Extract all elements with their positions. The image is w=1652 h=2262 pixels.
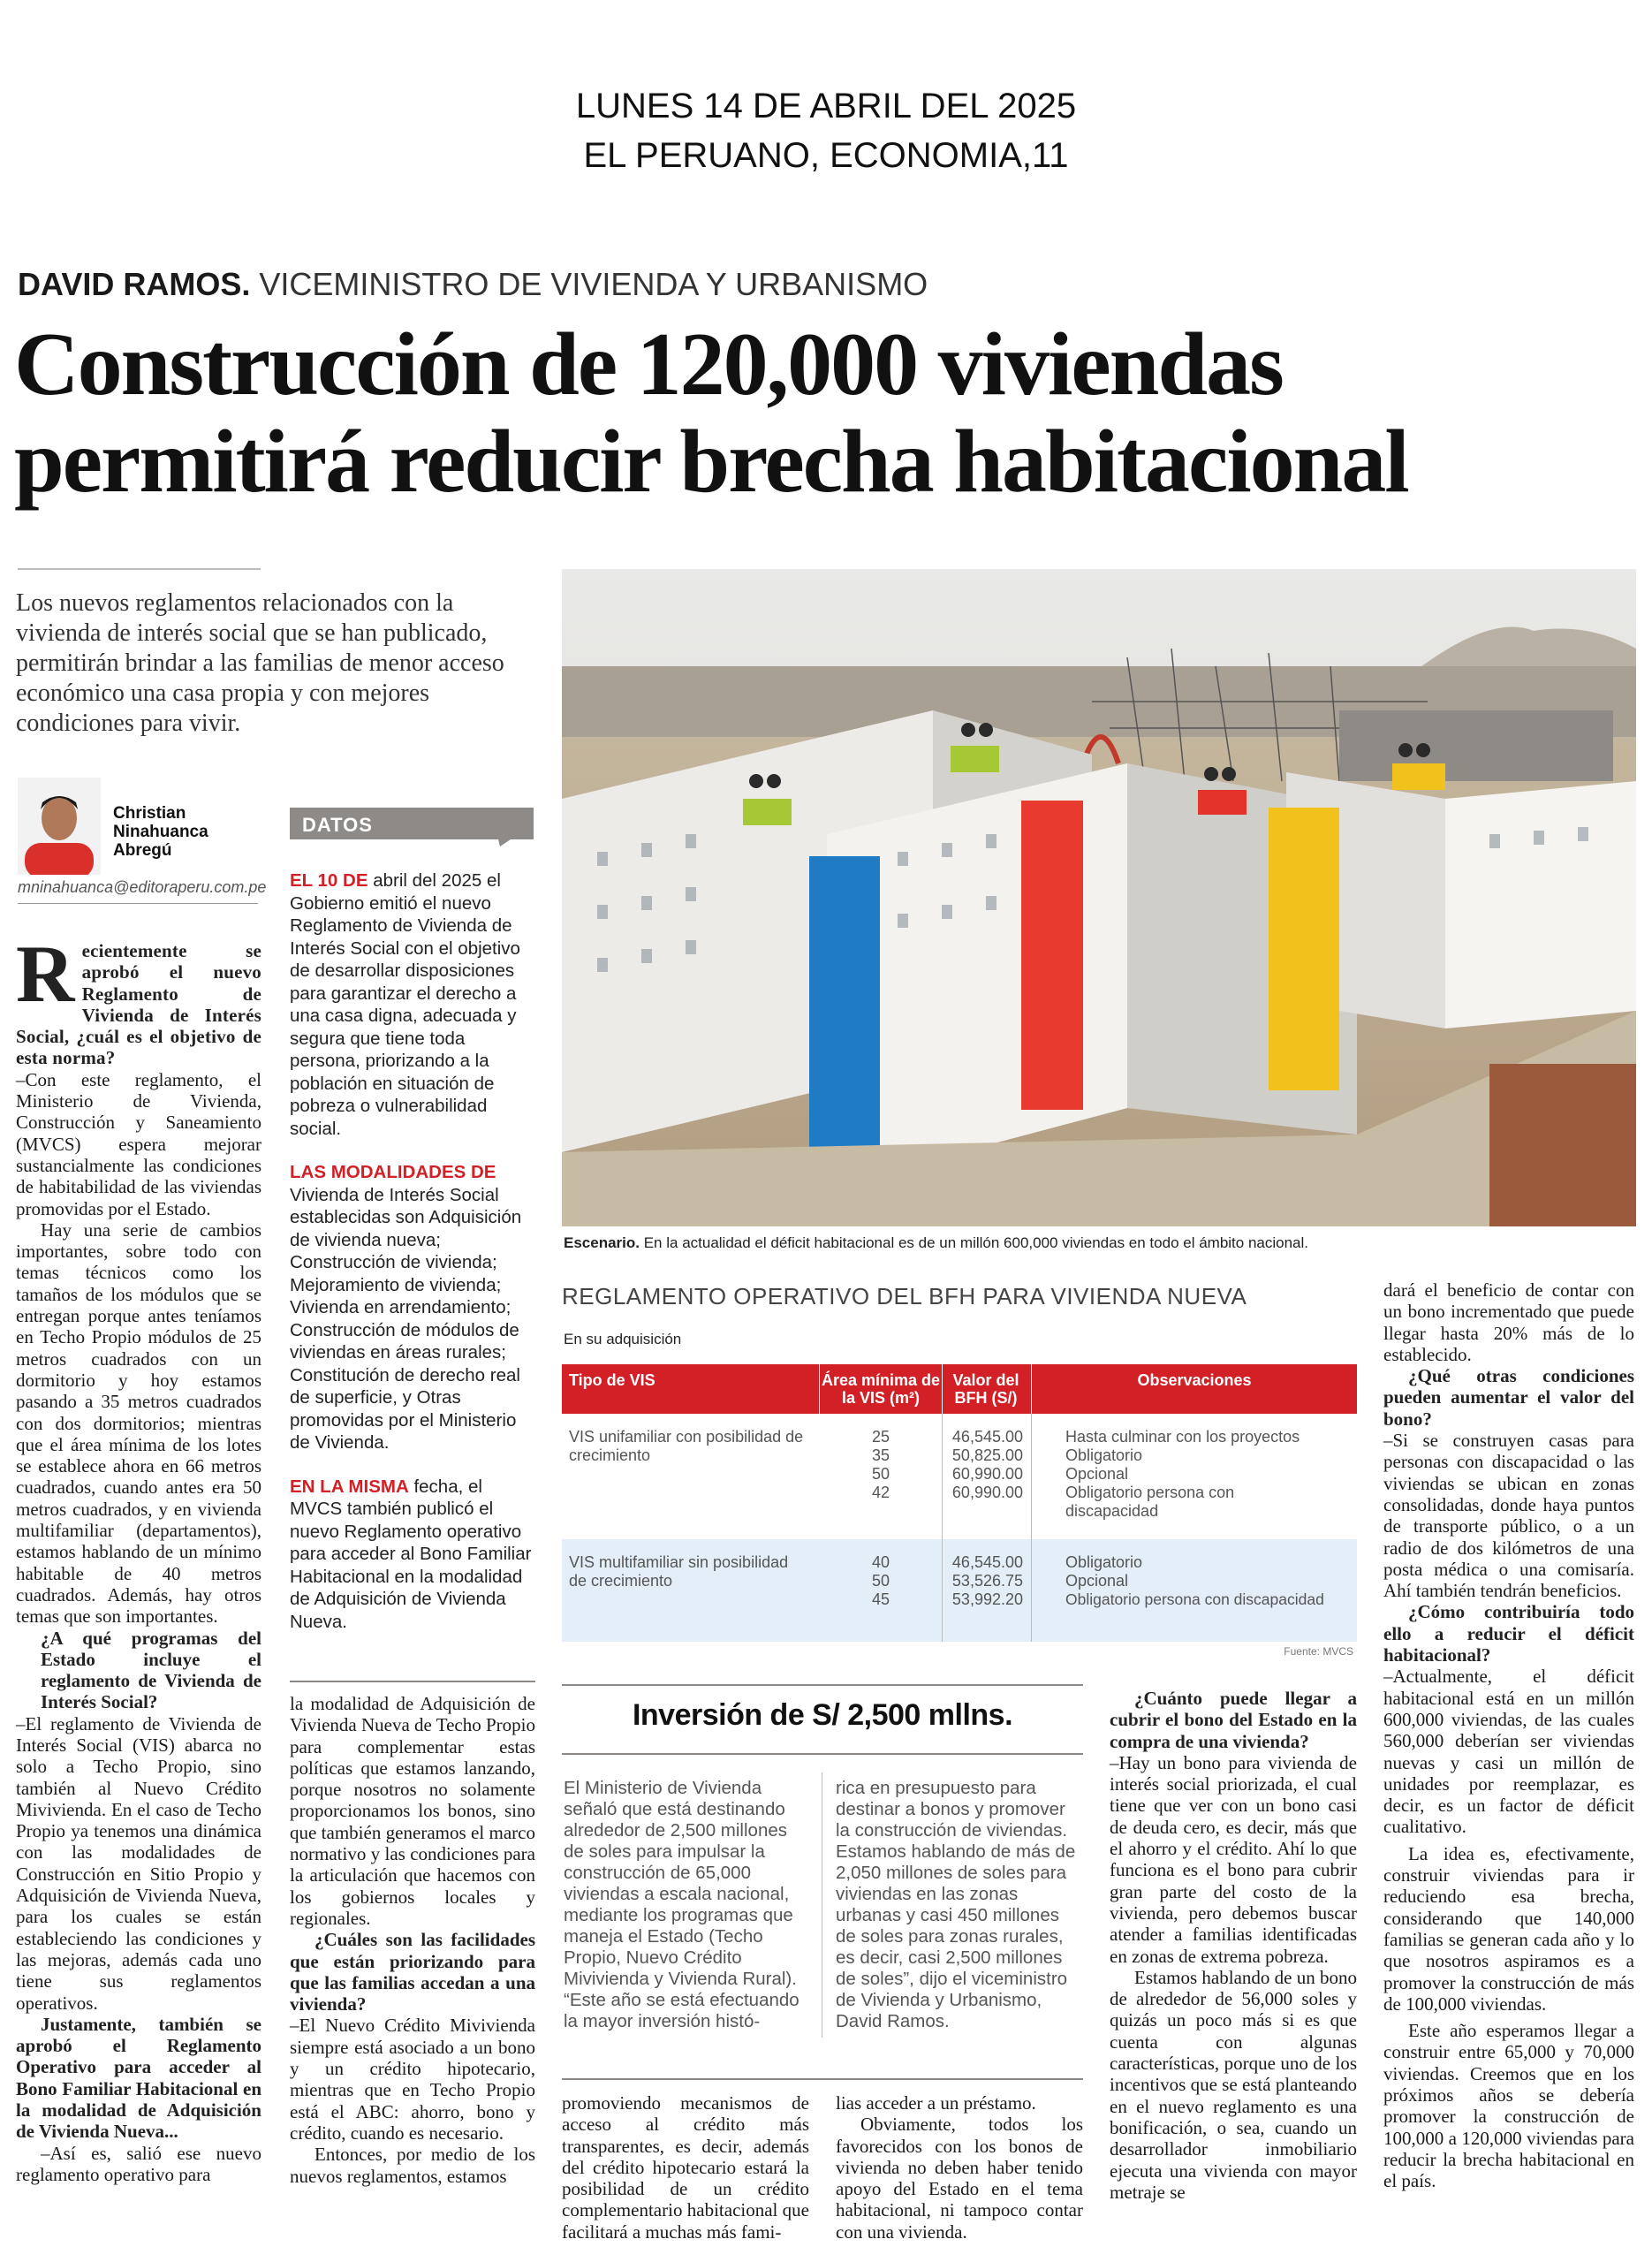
answer: la modalidad de Adquisición de Vivienda Nueva de Techo Propio para complementar estas políticas que estamos lanzando, porque nosotros no solamente proporcionamos los bonos, sino que también generamos el marco normativo y las condiciones para la articulación que hacemos con los gobiernos locales y regionales.: [290, 1693, 535, 1929]
header-sep: [942, 1364, 943, 1414]
answer: –Así es, salió ese nuevo reglamento operativo para: [16, 2142, 261, 2185]
table-group-1: [562, 1414, 1357, 1539]
datos-banner: [290, 808, 534, 841]
author-avatar: [18, 778, 101, 875]
interview-col-6: [1383, 1279, 1634, 2191]
answer: –Si se construyen casas para personas con discapacidad o las viviendas se ubican en zonas consolidadas, donde haya puntos de transporte público, o a un radio de dos kilómetros de una posta médica o una comisaría. Ahí también tendrán beneficios.: [1383, 1430, 1634, 1602]
datos-divider: [290, 1681, 535, 1682]
investment-box-rule: [562, 2078, 1083, 2080]
row-obs: Hasta culminar con los proyectos: [1065, 1428, 1300, 1446]
row-obs: Obligatorio: [1065, 1553, 1143, 1571]
answer: –Actualmente, el déficit habitacional está en un millón 600,000 viviendas, de las cuales 560,000 deberían ser viviendas nuevas y casi un millón de unidades por reemplazar, es decir, es un factor de déficit cualitativo.: [1383, 1666, 1634, 1838]
housing-photo: [562, 569, 1636, 1226]
datos-item-lead: EL 10 DE: [290, 870, 368, 891]
header-tipo: Tipo de VIS: [569, 1371, 655, 1389]
header-valor: Valor del BFH (S/): [952, 1371, 1019, 1407]
row-obs: Obligatorio persona con discapacidad: [1065, 1590, 1324, 1608]
byline-name: [113, 804, 208, 860]
datos-item-lead: LAS MODALIDADES DE: [290, 1162, 496, 1182]
question: ¿Cuánto puede llegar a cubrir el bono del Estado en la compra de una vivienda?: [1110, 1688, 1357, 1752]
table-source: Fuente: MVCS: [1284, 1645, 1353, 1658]
question: Justamente, también se aprobó el Reglamento Operativo para acceder al Bono Familiar Habitacional en la modalidad de Adquisición de Vivienda Nueva...: [16, 2013, 261, 2143]
answer: –Hay un bono para vivienda de interés social priorizada, el cual tiene que ver con un bono casi de deuda cero, es decir, más que el ahorro y el crédito. Ahí lo que funciona es el bono para cubrir gran parte del costo de la vivienda, pero debemos buscar atender a familias identificadas en zonas de extrema pobreza.: [1110, 1751, 1357, 1967]
caption-label: Escenario.: [564, 1234, 640, 1251]
datos-item: [290, 1476, 535, 1634]
question: ¿Cómo contribuiría todo ello a reducir el déficit habitacional?: [1383, 1601, 1634, 1666]
lead-paragraph: Los nuevos reglamentos relacionados con la vivienda de interés social que se han publicado, permitirán brindar a las familias de menor acceso económico una casa propia y con mejores condiciones para vivir.: [16, 589, 504, 737]
bfh-table-subtitle: En su adquisición: [564, 1331, 682, 1347]
byline-name-3: Abregú: [113, 841, 172, 860]
header-date: LUNES 14 DE ABRIL DEL 2025: [575, 87, 1077, 125]
question: ¿Qué otras condiciones pueden aumentar el valor del bono?: [1383, 1365, 1634, 1430]
headline: [14, 316, 1408, 511]
byline-email[interactable]: mninahuanca@editoraperu.com.pe: [18, 878, 267, 896]
datos-content: [290, 869, 535, 1633]
page-header: [0, 81, 1652, 180]
drop-cap: R: [16, 929, 75, 1019]
row-obs: Obligatorio: [1065, 1446, 1143, 1464]
byline-name-1: Christian: [113, 804, 186, 823]
headline-line2: permitirá reducir brecha habitacional: [14, 412, 1408, 512]
headline-line1: Construcción de 120,000 viviendas: [14, 315, 1283, 414]
datos-label: DATOS: [302, 814, 373, 836]
datos-item: [290, 869, 535, 1140]
header-area: Área mínima de la VIS (m²): [821, 1371, 941, 1407]
datos-item-text: abril del 2025 el Gobierno emitió el nuevo Reglamento de Vivienda de Interés Social con el objetivo de desarrollar disposiciones para garantizar el derecho a una casa digna, adecuada y segura que tiene toda persona, priorizando a la población en situación de pobreza o vulnerabilidad social.: [290, 870, 520, 1139]
investment-box-right: rica en presupuesto para destinar a bonos y promover la construcción de viviendas. Estamos hablando de más de 2,050 millones de soles para viviendas en las zonas urbanas y casi 450 millones de soles para zonas rurales, es decir, casi 2,500 millones de soles”, dijo el viceministro de Vivienda y Urbanismo, David Ramos.: [836, 1778, 1076, 2031]
answer: dará el beneficio de contar con un bono incrementado que puede llegar hasta 20% más de lo establecido.: [1383, 1279, 1634, 1365]
row-area: 42: [871, 1484, 890, 1501]
interview-col-3: [562, 2092, 809, 2243]
answer: promoviendo mecanismos de acceso al crédito más transparentes, es decir, además del crédito hipotecario estará la posibilidad de un crédito complementario habitacional que facilitará a muchas más fami-: [562, 2092, 809, 2243]
interview-col-1: [16, 929, 261, 2185]
answer: lias acceder a un préstamo.: [836, 2092, 1036, 2114]
row-area: 45: [871, 1590, 890, 1608]
header-source: EL PERUANO, ECONOMIA,11: [583, 136, 1069, 175]
investment-box-title: Inversión de S/ 2,500 mllns.: [632, 1698, 1013, 1732]
answer: Hay una serie de cambios importantes, sobre todo con temas técnicos como los tamaños de los módulos que se entregan porque antes teníamos en Techo Propio módulos de 25 metros cuadrados con un dormitorio y hoy estamos pasando a 35 metros cuadrados con dos dormitorios; mientras que el área mínima de los lotes se establece ahora en 66 metros cuadrados, cuando antes era 50 metros cuadrados, y en vivienda multifamiliar (departamentos), estamos hablando de un mínimo habitable de 40 metros cuadrados. Además, hay otros temas que son importantes.: [16, 1218, 261, 1628]
question-text: ecientemente se aprobó el nuevo Reglamento de Vivienda de Interés Social, ¿cuál es el objetivo de esta norma?: [16, 940, 261, 1069]
row-obs: Obligatorio persona con discapacidad: [1065, 1484, 1235, 1520]
header-sep: [1031, 1364, 1032, 1414]
datos-item-lead: EN LA MISMA: [290, 1476, 409, 1497]
answer: Obviamente, todos los favorecidos con los bonos de vivienda no deben haber tenido apoyo del Estado en el tema habitacional, ni tampoco contar con una vivienda.: [836, 2114, 1083, 2243]
interview-col-2: [290, 1693, 535, 2187]
kicker-role: VICEMINISTRO DE VIVIENDA Y URBANISMO: [259, 266, 928, 302]
kicker-name: DAVID RAMOS.: [18, 266, 251, 302]
table-header: [562, 1364, 1357, 1414]
row-valor: 46,545.00: [951, 1553, 1023, 1571]
row-area: 50: [871, 1572, 890, 1590]
row-area: 35: [871, 1446, 890, 1464]
investment-box-left: El Ministerio de Vivienda señaló que está destinando alrededor de 2,500 millones de soles para impulsar la construcción de 65,000 viviendas a escala nacional, mediante los programas que maneja el Estado (Techo Propio, Nuevo Crédito Mivivienda y Vivienda Rural). “Este año se está efectuando la mayor inversión histó-: [564, 1778, 799, 2031]
row-obs: Opcional: [1065, 1572, 1129, 1590]
question: ¿A qué programas del Estado incluye el reglamento de Vivienda de Interés Social?: [41, 1627, 261, 1713]
datos-item-text: fecha, el MVCS también publicó el nuevo Reglamento operativo para acceder al Bono Familiar Habitacional en la modalidad de Adquisición de Vivienda Nueva.: [290, 1476, 532, 1632]
answer: La idea es, efectivamente, construir viviendas para ir reduciendo esa brecha, considerando que 140,000 familias se generan cada año y lo que nosotros aspiramos es a promover la construcción de más de 100,000 viviendas.: [1383, 1842, 1634, 2015]
question: ¿Cuáles son las facilidades que están priorizando para que las familias accedan a una vivienda?: [290, 1929, 535, 2015]
row-valor: 50,825.00: [951, 1446, 1023, 1464]
answer: –El reglamento de Vivienda de Interés Social (VIS) abarca no solo a Techo Propio, sino también al Nuevo Crédito Mivivienda. En el caso de Techo Propio ya tenemos una dinámica con las modalidades de Construcción en Sitio Propio y Adquisición de Vivienda Nueva, para los cuales se están estableciendo las condiciones y las mejoras, además cada uno tiene sus reglamentos operativos.: [16, 1712, 261, 2014]
row-area: 50: [871, 1465, 890, 1483]
byline-name-2: Ninahuanca: [113, 823, 208, 841]
answer: –Con este reglamento, el Ministerio de Vivienda, Construcción y Saneamiento (MVCS) espera mejorar sustancialmente las condiciones de habitabilidad de las viviendas promovidas por el Estado.: [16, 1068, 261, 1219]
investment-box-rule: [562, 1684, 1083, 1686]
row-tipo: VIS unifamiliar con posibilidad de crecimiento: [569, 1428, 804, 1464]
answer: Entonces, por medio de los nuevos reglamentos, estamos: [290, 2144, 535, 2187]
kicker: [18, 265, 928, 304]
question: [16, 929, 261, 1069]
column-rule: [942, 1414, 943, 1642]
row-area: 25: [871, 1428, 890, 1446]
row-tipo: VIS multifamiliar sin posibilidad de crecimiento: [569, 1553, 789, 1590]
header-obs: Observaciones: [1137, 1371, 1252, 1389]
row-valor: 53,992.20: [951, 1590, 1023, 1608]
row-valor: 46,545.00: [951, 1428, 1023, 1446]
row-valor: 60,990.00: [951, 1484, 1023, 1501]
row-valor: 53,526.75: [951, 1572, 1023, 1590]
caption-text: En la actualidad el déficit habitacional es de un millón 600,000 viviendas en todo el ámbito nacional.: [640, 1234, 1308, 1251]
answer: Estamos hablando de un bono de alrededor de 56,000 soles y quizás un poco más si es que cuenta con algunas características, porque uno de los incentivos que se está planteando en el nuevo reglamento es una bonificación, o sea, cuando un desarrollador inmobiliario ejecuta una vivienda con mayor metraje se: [1110, 1966, 1357, 2203]
interview-col-5: [1110, 1688, 1357, 2203]
bfh-table-title: REGLAMENTO OPERATIVO DEL BFH PARA VIVIENDA NUEVA: [562, 1283, 1247, 1309]
row-obs: Opcional: [1065, 1465, 1129, 1483]
header-sep: [819, 1364, 820, 1414]
byline-divider: [18, 903, 258, 904]
datos-item-text: Vivienda de Interés Social establecidas son Adquisición de vivienda nueva; Construcción de vivienda; Mejoramiento de vivienda; Vivienda en arrendamiento; Construcción de módulos de viviendas en áreas rurales; Constitución de derecho real de superficie, y Otras promovidas por el Ministerio de Vivienda.: [290, 1184, 522, 1453]
table-group-2: [562, 1539, 1357, 1642]
bfh-table: [562, 1364, 1357, 1661]
interview-col-4: [836, 2092, 1083, 2243]
row-area: 40: [871, 1553, 890, 1571]
investment-box-rule: [562, 1753, 1083, 1755]
answer: Este año esperamos llegar a construir entre 65,000 y 70,000 viviendas. Creemos que en los próximos años se debería promover la construcción de 100,000 a 120,000 viviendas para reducir la brecha habitacional en el país.: [1383, 2020, 1634, 2192]
column-rule: [1031, 1414, 1032, 1642]
divider: [18, 568, 261, 570]
row-valor: 60,990.00: [951, 1465, 1023, 1483]
photo-caption: [564, 1234, 1308, 1252]
answer: –El Nuevo Crédito Mivivienda siempre está asociado a un bono y un crédito hipotecario, mientras que en Techo Propio está el ABC: ahorro, bono y crédito, cuando es necesario.: [290, 2015, 535, 2144]
datos-item: [290, 1161, 535, 1454]
